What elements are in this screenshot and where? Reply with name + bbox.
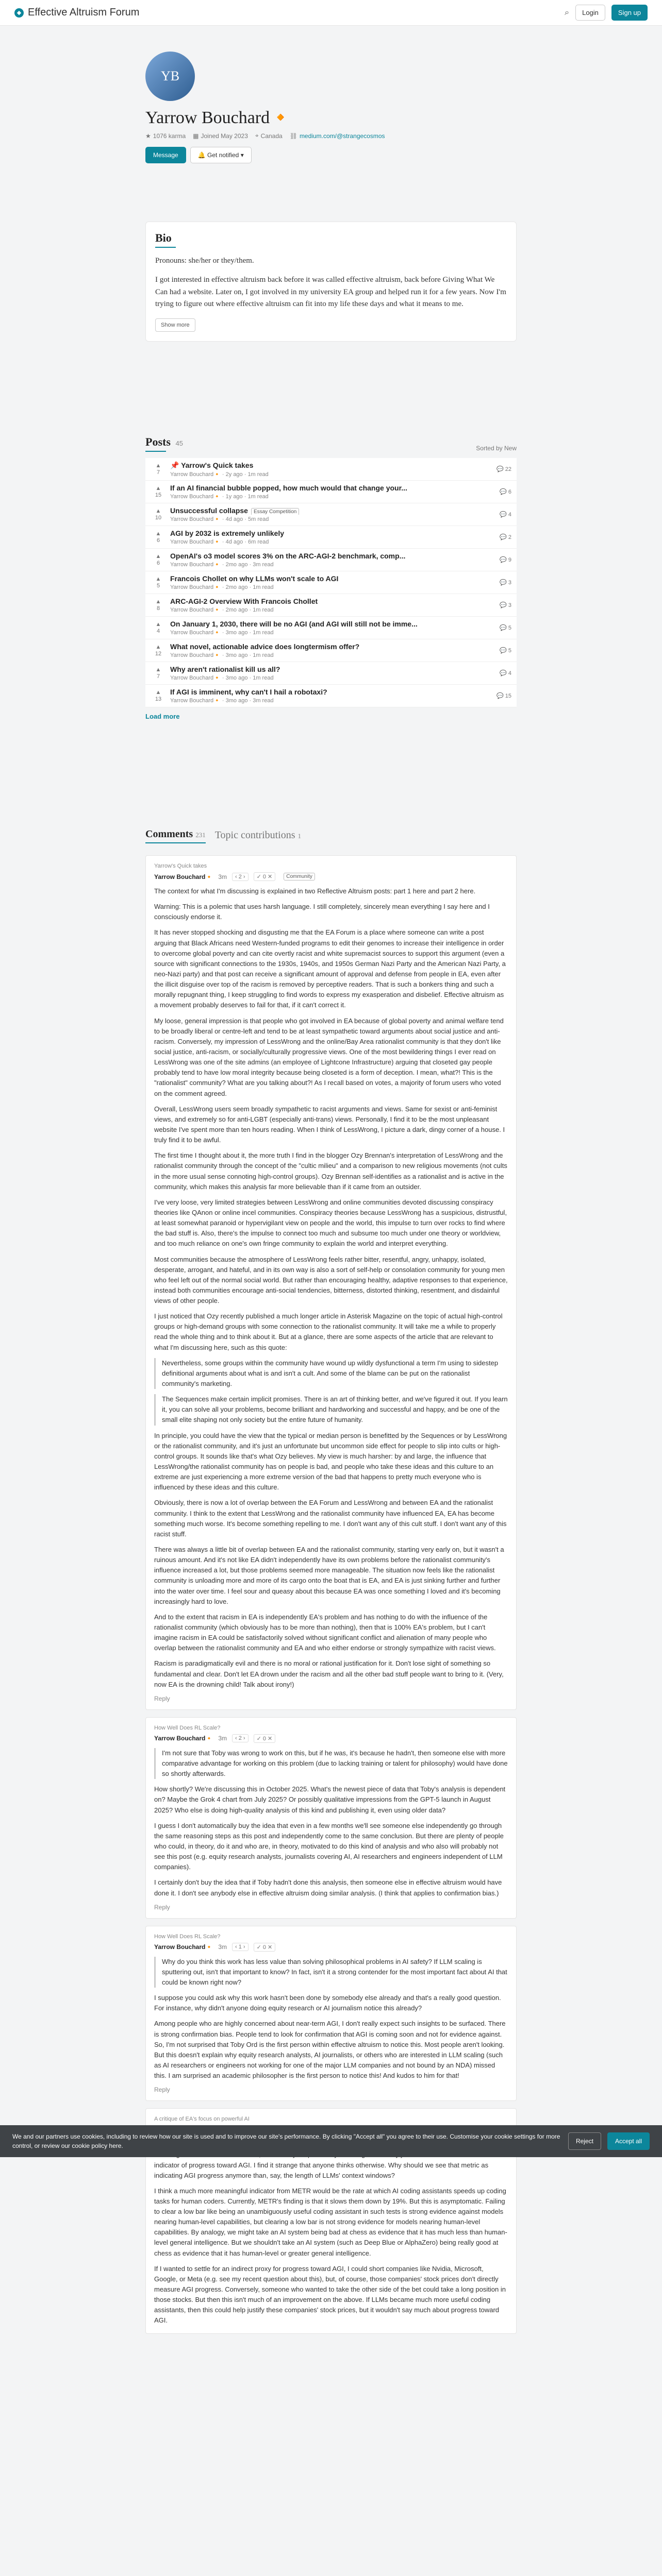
post-item[interactable] xyxy=(145,639,517,662)
post-subtitle: Yarrow Bouchard🔸 · 1y ago · 1m read xyxy=(170,494,269,500)
post-karma: ▲ 15 xyxy=(155,485,162,498)
comment-count[interactable]: 💬 22 xyxy=(496,466,511,472)
post-title[interactable]: What novel, actionable advice does longtermism offer? xyxy=(170,642,360,651)
post-item[interactable] xyxy=(145,503,517,526)
comment-icon: 💬 xyxy=(500,512,507,518)
avatar: YB xyxy=(145,52,195,101)
karma-vote[interactable]: ‹ 2 › xyxy=(232,1734,249,1742)
comment-paragraph: How shortly? We're discussing this in October 2025. What's the newest piece of data that Toby's analysis is dependent on? Maybe the Grok 4 chart from July 2025? Or possibly qualitative impressions from the GPT-5 launch in August 2025? Who else is doing high-quality analysis of this kind and publishing it, even using older data? xyxy=(154,1785,506,1814)
cookie-banner xyxy=(0,2125,662,2157)
signup-button[interactable]: Sign up xyxy=(611,5,648,21)
comment-count[interactable]: 💬 5 xyxy=(500,648,511,654)
comment-count[interactable]: 💬 4 xyxy=(500,512,511,518)
tab-topic-contributions[interactable]: Topic contributions 1 xyxy=(214,829,302,841)
comment-paragraph: I've very loose, very limited strategies between LessWrong and online communities devoted discussing conspiracy theories like QAnon or online incel communities. Conspiracy theories because LessWrong has a suspicious, distrustful, at least somewhat paranoid or hypervigilant view on people and the world, this impulse to turn over rocks to find where the bad stuff is. Also, there's the impulse to connect too much and subsume too much under one theory or worldview, and too much reliance on one's own fringe community to explain the world and interpret everything. xyxy=(154,1198,507,1248)
post-title[interactable]: 📌 Yarrow's Quick takes xyxy=(170,461,254,469)
post-title[interactable]: Francois Chollet on why LLMs won't scale to AGI xyxy=(170,574,339,583)
link-icon: ⛓ xyxy=(289,132,297,140)
comments-list xyxy=(145,855,517,2341)
post-title[interactable]: If an AI financial bubble popped, how much would that change your... xyxy=(170,484,407,492)
accept-cookies-button[interactable]: Accept all xyxy=(607,2132,650,2150)
post-subtitle: Yarrow Bouchard🔸 · 3mo ago · 3m read xyxy=(170,698,274,704)
post-title[interactable]: If AGI is imminent, why can't I hail a robotaxi? xyxy=(170,688,327,696)
comment-icon: 💬 xyxy=(496,693,504,699)
post-karma: ▲ 7 xyxy=(155,463,161,476)
comment-icon: 💬 xyxy=(500,557,507,563)
sort-dropdown[interactable]: Sorted by New xyxy=(476,445,517,452)
post-item[interactable] xyxy=(145,481,517,503)
reply-button[interactable]: Reply xyxy=(154,1694,170,1702)
comment-post-link[interactable]: How Well Does RL Scale? xyxy=(154,1724,221,1731)
post-subtitle: Yarrow Bouchard🔸 · 2y ago · 1m read xyxy=(170,471,269,478)
post-item[interactable] xyxy=(145,526,517,549)
karma-stat: ★ 1076 karma xyxy=(145,132,186,140)
comment-paragraph: I suppose you could ask why this work hasn't been done by somebody else already and that's a really good question. For instance, why didn't anyone doing equity research or AI journalism notice this already? xyxy=(154,1994,501,2012)
post-item[interactable] xyxy=(145,458,517,481)
show-more-button[interactable]: Show more xyxy=(155,318,195,332)
bio-title: Bio xyxy=(155,231,172,244)
posts-count: 45 xyxy=(175,439,183,447)
profile-header xyxy=(145,52,517,163)
post-title[interactable]: Why aren't rationalist kill us all? xyxy=(170,665,280,673)
post-subtitle: Yarrow Bouchard🔸 · 3mo ago · 1m read xyxy=(170,675,274,681)
comment-icon: 💬 xyxy=(500,489,507,495)
post-title[interactable]: ARC-AGI-2 Overview With Francois Chollet xyxy=(170,597,318,605)
post-item[interactable] xyxy=(145,617,517,639)
bio-pronouns: Pronouns: she/her or they/them. xyxy=(155,257,254,265)
post-title[interactable]: AGI by 2032 is extremely unlikely xyxy=(170,529,285,537)
comment-icon: 💬 xyxy=(500,534,507,540)
post-karma: ▲ 4 xyxy=(155,621,161,634)
post-karma: ▲ 12 xyxy=(155,644,162,657)
post-item[interactable] xyxy=(145,549,517,571)
post-subtitle: Yarrow Bouchard🔸 · 4d ago · 5m read xyxy=(170,516,269,522)
location-stat: ⌖ Canada xyxy=(255,132,283,140)
comment-icon: 💬 xyxy=(500,648,507,654)
comment-post-link[interactable]: Yarrow's Quick takes xyxy=(154,863,207,869)
karma-vote[interactable]: ‹ 2 › xyxy=(232,873,249,881)
comment-post-link[interactable]: How Well Does RL Scale? xyxy=(154,1933,221,1940)
comment-paragraph: Warning: This is a polemic that uses harsh language. I still completely, sincerely mean everything I say here and I consciously endorse it. xyxy=(154,903,490,921)
tab-comments[interactable]: Comments 231 xyxy=(145,828,206,843)
agree-vote[interactable]: ✓ 0 ✕ xyxy=(254,1734,276,1743)
post-karma: ▲ 6 xyxy=(155,531,161,544)
login-button[interactable]: Login xyxy=(575,5,605,21)
post-karma: ▲ 6 xyxy=(155,553,161,566)
post-karma: ▲ 13 xyxy=(155,689,162,702)
comment-post-link[interactable]: A critique of EA's focus on powerful AI xyxy=(154,2116,250,2123)
comment-paragraph: There was always a little bit of overlap between EA and the rationalist community, starting very early on, but it wasn't a ruinous amount. And it's not like EA didn't independently have its own problems before the rationalist community's influence increased a lot, but those problems seemed more manageable. The situation now feels like the rationalist community is unloading more and more of its cargo onto the boat that is EA, and EA is just sinking further and further into the water over time. I feel sour and queasy about this because EA was once something I loved and it's becoming increasingly hard to love. xyxy=(154,1546,504,1605)
comment xyxy=(145,1717,517,1919)
agree-vote[interactable]: ✓ 0 ✕ xyxy=(254,872,276,881)
posts-list xyxy=(145,458,517,707)
comment xyxy=(145,855,517,1710)
comment-icon: 💬 xyxy=(496,466,504,472)
post-karma: ▲ 7 xyxy=(155,667,161,680)
post-subtitle: Yarrow Bouchard🔸 · 2mo ago · 1m read xyxy=(170,607,274,613)
post-item[interactable] xyxy=(145,685,517,707)
comment-paragraph: indicator of progress toward AGI. I find it strange that anyone thinks otherwise. Why should we see that metric as indicating AGI progress anymore than, say, the length of LLMs' context windows? xyxy=(154,2161,489,2179)
comment-paragraph: Most communities because the atmosphere of LessWrong feels rather bitter, resentful, angry, unhappy, isolated, desperate, arrogant, and hateful, and in its own way is also a sort of self-help or consolation community for young men who feel left out of the normal social world. But rather than encouraging healthy, adaptive responses to that experience, instead both communities encourage anti-social tendencies, bitterness, distorted thinking, resentment, and disdainful views of other people. xyxy=(154,1255,508,1305)
comment-paragraph: I just noticed that Ozy recently published a much longer article in Asterisk Magazine on the topic of actual high-control groups or high-demand groups with some connection to the rationalist community. It will take me a while to properly read the whole thing and to think about it. But at a glance, there are some aspects of the article that are relevant to what I'm discussing here, such as this quote: xyxy=(154,1312,503,1351)
post-title[interactable]: On January 1, 2030, there will be no AGI (and AGI will still not be imme... xyxy=(170,620,418,628)
comment-paragraph: My loose, general impression is that people who got involved in EA because of global poverty and animal welfare tend to be broadly liberal or centre-left and tend to be at least sympathetic toward arguments about social justice and anti-racism. Conversely, my impression of LessWrong and the online/Bay Area rationalist community is that they don't like social justice, anti-racism, or socially/culturally progressive views. One of the most bewildering things I ever read on LessWrong was one of the site admins (an employee of Lightcone Infrastructure) arguing that closeted gay people probably tend to have low moral integrity because being closeted is a form of deception. I mean, what?! This is the "rationalist" community? What are you talking about?! As I recall based on votes, a majority of forum users who voted on the comment agreed. xyxy=(154,1016,504,1097)
comment-icon: 💬 xyxy=(500,670,507,676)
karma-vote[interactable]: ‹ 1 › xyxy=(232,1943,249,1951)
comment-paragraph: Overall, LessWrong users seem broadly sympathetic to racist arguments and views. Same for sexist or anti-feminist views, and extremely so for anti-LGBT (especially anti-trans) views. Personally, I find it to be the most unpleasant website I've spent more than ten hours reading. When I think of LessWrong, I picture a dark, dingy corner of a house. I truly find it to be awful. xyxy=(154,1105,505,1144)
post-subtitle: Yarrow Bouchard🔸 · 4d ago · 6m read xyxy=(170,539,269,545)
reply-button[interactable]: Reply xyxy=(154,1903,170,1911)
comment-paragraph: Among people who are highly concerned about near-term AGI, I don't really expect such insights to be surfaced. There is strong confirmation bias. People tend to look for confirmation that AGI is coming soon and not for evidence against. So, I'm not surprised that Toby Ord is the first person within effective altruism to notice this. Most people aren't looking. But this doesn't explain why equity research analysts, AI journalists, or others who are interested in LLM scaling (such as AI researchers or engineers not working for one of the major LLM companies and not bound by an NDA) missed this. I am surprised an academic philosopher is the first person to notice this! And kudos to him for that! xyxy=(154,2020,506,2080)
post-subtitle: Yarrow Bouchard🔸 · 2mo ago · 1m read xyxy=(170,584,274,590)
comment xyxy=(145,1926,517,2102)
posts-title: Posts xyxy=(145,435,171,448)
website-link: ⛓ medium.com/@strangecosmos xyxy=(289,132,385,140)
forum-logo-icon[interactable]: ◆ xyxy=(14,8,24,18)
comment-paragraph: In principle, you could have the view that the typical or median person is benefitted by the Sequences or by LessWrong or the rationalist community, and it's just an unfortunate but uncommon side effect for people to slip into cults or high-control groups. It sounds like that's what Ozy believes. My view is much harsher: by and large, the influence that LessWrong/the rationalist community has on people is bad, and people who take these ideas and this culture to an extreme are just experiencing a more extreme version of the bad that happens to pretty much everyone who is influenced by these ideas and this culture. xyxy=(154,1431,507,1492)
post-karma: ▲ 8 xyxy=(155,599,161,612)
subscribe-button[interactable]: 🔔 Get notified ▾ xyxy=(190,147,252,163)
message-button[interactable]: Message xyxy=(145,147,186,163)
comment-paragraph: And to the extent that racism in EA is independently EA's problem and has nothing to do with the influence of the rationalist community (which obviously has to be more than nothing), then that is 100% EA's problem, but I can't imagine racism in EA could be satisfactorily solved without significant conflict and alienation of many people who overlap between the rationalist community and EA and who either endorse or strongly sympathize with racist views. xyxy=(154,1613,496,1652)
comment-age: 3m xyxy=(218,1943,227,1951)
comment-tabs xyxy=(145,828,517,843)
comment-quote: I'm not sure that Toby was wrong to work on this, but if he was, it's because he hadn't, then someone else with more comparative advantage for working on this problem (due to lacking training or talent for philosophy) would have done so shortly afterwards. xyxy=(154,1748,508,1779)
comment-author[interactable]: Yarrow Bouchard🔸 xyxy=(154,1735,213,1742)
comment-count[interactable]: 💬 5 xyxy=(500,625,511,631)
comment-paragraph: I certainly don't buy the idea that if Toby hadn't done this analysis, then someone else in effective altruism would have done it. I don't see anybody else in effective altruism doing similar analysis. (I think that applies to confirmation bias.) xyxy=(154,1878,502,1897)
profile-name: Yarrow Bouchard🔸 xyxy=(145,108,292,127)
bell-icon: 🔔 xyxy=(197,151,207,159)
comment-tag[interactable]: Community xyxy=(284,873,315,880)
reject-cookies-button[interactable]: Reject xyxy=(568,2132,601,2150)
comment-count[interactable]: 💬 3 xyxy=(500,602,511,608)
calendar-icon: ▦ xyxy=(193,132,199,140)
comment-paragraph: Obviously, there is now a lot of overlap between the EA Forum and LessWrong and between EA and the rationalist community. I think to the extent that LessWrong and the rationalist community have influenced EA, EA has become something much worse. It's become something repelling to me. I don't want any of this cult stuff. I don't want any of this racist stuff. xyxy=(154,1499,507,1538)
comment-age: 3m xyxy=(218,873,227,880)
post-title[interactable]: Unsuccessful collapse Essay Competition xyxy=(170,506,491,515)
comment-author[interactable]: Yarrow Bouchard🔸 xyxy=(154,873,213,880)
comment-count[interactable]: 💬 15 xyxy=(496,693,511,699)
posts-section xyxy=(145,435,517,720)
post-subtitle: Yarrow Bouchard🔸 · 2mo ago · 3m read xyxy=(170,562,274,568)
post-karma: ▲ 10 xyxy=(155,508,162,521)
search-icon[interactable]: ⌕ xyxy=(565,8,570,17)
post-subtitle: Yarrow Bouchard🔸 · 3mo ago · 1m read xyxy=(170,652,274,658)
comment-paragraph: Racism is paradigmatically evil and there is no moral or rational justification for it. Don't lose sight of something so fundamental and clear. Don't let EA drown under the racism and all the other bad stuff people want to bring to it. (Very, now EA is the drowning child! Talk about irony!) xyxy=(154,1659,504,1688)
comment-count[interactable]: 💬 3 xyxy=(500,580,511,586)
comment-icon: 💬 xyxy=(500,625,507,631)
site-title[interactable]: Effective Altruism Forum xyxy=(28,7,140,18)
comment-quote: The Sequences make certain implicit promises. There is an art of thinking better, and we've figured it out. If you learn it, you can solve all your problems, become brilliant and hardworking and successful and happy, and be one of the small elite shaping not only society but the entire future of humanity. xyxy=(154,1394,508,1425)
comment-paragraph: The first time I thought about it, the more truth I find in the blogger Ozy Brennan's interpretation of LessWrong and the rationalist community through the concept of the "cultic milieu" and a comparison to new religious movements (not cults in the more usual sense connoting high-control groups). Ozy Brennan self-identifies as a rationalist and is active in the community, which makes this analysis far more believable than if it came from an outsider. xyxy=(154,1151,507,1191)
post-karma: ▲ 5 xyxy=(155,576,161,589)
profile-meta xyxy=(145,132,517,140)
comment-quote: Nevertheless, some groups within the community have wound up wildly dysfunctional a term I'm using to sidestep definitional arguments about what is and isn't a cult. And some of the blame can be put on the rationalist community's marketing. xyxy=(154,1358,508,1389)
bio-text: I got interested in effective altruism back before it was called effective altruism, back before Giving What We Can had a website. Later on, I got involved in my university EA group and helped run it for a few years. Now I'm trying to figure out where effective altruism can fit into my life these days and what it means to me. xyxy=(155,276,506,308)
comment-icon: 💬 xyxy=(500,602,507,608)
reply-button[interactable]: Reply xyxy=(154,2086,170,2094)
comment-icon: 💬 xyxy=(500,580,507,586)
comment-count[interactable]: 💬 2 xyxy=(500,534,511,540)
comment-count[interactable]: 💬 9 xyxy=(500,557,511,563)
location-pin-icon: ⌖ xyxy=(255,132,259,139)
top-bar xyxy=(0,0,662,26)
load-more-button[interactable]: Load more xyxy=(145,713,180,720)
joined-stat: ▦ Joined May 2023 xyxy=(193,132,248,140)
comment-paragraph: The context for what I'm discussing is explained in two Reflective Altruism posts: part 1 here and part 2 here. xyxy=(154,887,476,895)
bio-section xyxy=(145,222,517,342)
comment-paragraph: I think a much more meaningful indicator from METR would be the rate at which AI coding assistants speeds up coding tasks for human coders. Currently, METR's finding is that it slows them down by 19%. But this is asymptomatic. Failing to clear a low bar like being an unambiguously useful coding assistant in such tests is strong evidence against models nearing human-level capabilities, but clearing a low bar is not strong evidence for models nearing human-level capabilities. By analogy, we might take an AI system being bad at chess as evidence that it has much less than human-level general intelligence. But we shouldn't take an AI system (such as Deep Blue or AlphaZero) being really good at chess as evidence that it has human-level or greater general intelligence. xyxy=(154,2187,507,2257)
comment-paragraph: I guess I don't automatically buy the idea that even in a few months we'll see someone else independently go through the same reasoning steps as this post and independently come to the same conclusion. But there are plenty of people who could, in theory, do it and who are, in theory, motivated to do this kind of analysis and who also will probably not see this post (e.g. equity research analysts, journalists covering AI, AI researchers and engineers independent of LLM companies). xyxy=(154,1821,504,1871)
comment-author[interactable]: Yarrow Bouchard🔸 xyxy=(154,1943,213,1951)
cookie-text: We and our partners use cookies, including to review how our site is used and to improve our site's performance. By clicking "Accept all" you agree to their use. Customise your cookie settings for more control, or review our cookie policy here. xyxy=(12,2133,560,2149)
star-icon: ★ xyxy=(145,132,151,140)
comment-paragraph: It has never stopped shocking and disgusting me that the EA Forum is a place where someone can write a post arguing that Black Africans need Western-funded programs to edit their genomes to increase their intelligence in order to overcome global poverty and can cite overtly racist and white supremacist sources to support this argument (even a source with significant connections to the 1930s, 1940s, and 1950s German Nazi Party and the American Nazi Party, a neo-Nazi party) and that post can receive a significant amount of approval and defense from people in EA, even after the illicit disguise over top of the racism is removed by perceptive readers. That is such a bonkers thing and such a morally repugnant thing, I keep struggling to find words to express my exasperation and disbelief. Effective altruism as a movement probably deserves to fail for that, if it can't correct it. xyxy=(154,928,506,1009)
comment-paragraph: If I wanted to settle for an indirect proxy for progress toward AGI, I could short companies like Nvidia, Microsoft, Google, or Meta (e.g. see my recent question about this), but, of course, those companies' stock prices don't directly measure AGI progress. Conversely, someone who wanted to take the other side of the bet could take a long position in those stocks. But then this isn't much of an improvement on the above. If LLMs became much more useful coding assistants, then this could help justify these companies' stock prices, but it wouldn't say much about progress toward AGI. xyxy=(154,2264,506,2325)
post-tag[interactable]: Essay Competition xyxy=(251,508,299,515)
post-item[interactable] xyxy=(145,662,517,685)
post-item[interactable] xyxy=(145,594,517,617)
comment-count[interactable]: 💬 4 xyxy=(500,670,511,676)
post-item[interactable] xyxy=(145,571,517,594)
comment-age: 3m xyxy=(218,1735,227,1742)
post-subtitle: Yarrow Bouchard🔸 · 3mo ago · 1m read xyxy=(170,630,274,636)
agree-vote[interactable]: ✓ 0 ✕ xyxy=(254,1943,276,1952)
comment-quote: Why do you think this work has less value than solving philosophical problems in AI safety? If LLM scaling is sputtering out, isn't that important to know? In fact, isn't it a strong contender for the most important fact about AI that could be known right now? xyxy=(154,1957,508,1988)
comment-count[interactable]: 💬 6 xyxy=(500,489,511,495)
post-title[interactable]: OpenAI's o3 model scores 3% on the ARC-AGI-2 benchmark, comp... xyxy=(170,552,406,560)
